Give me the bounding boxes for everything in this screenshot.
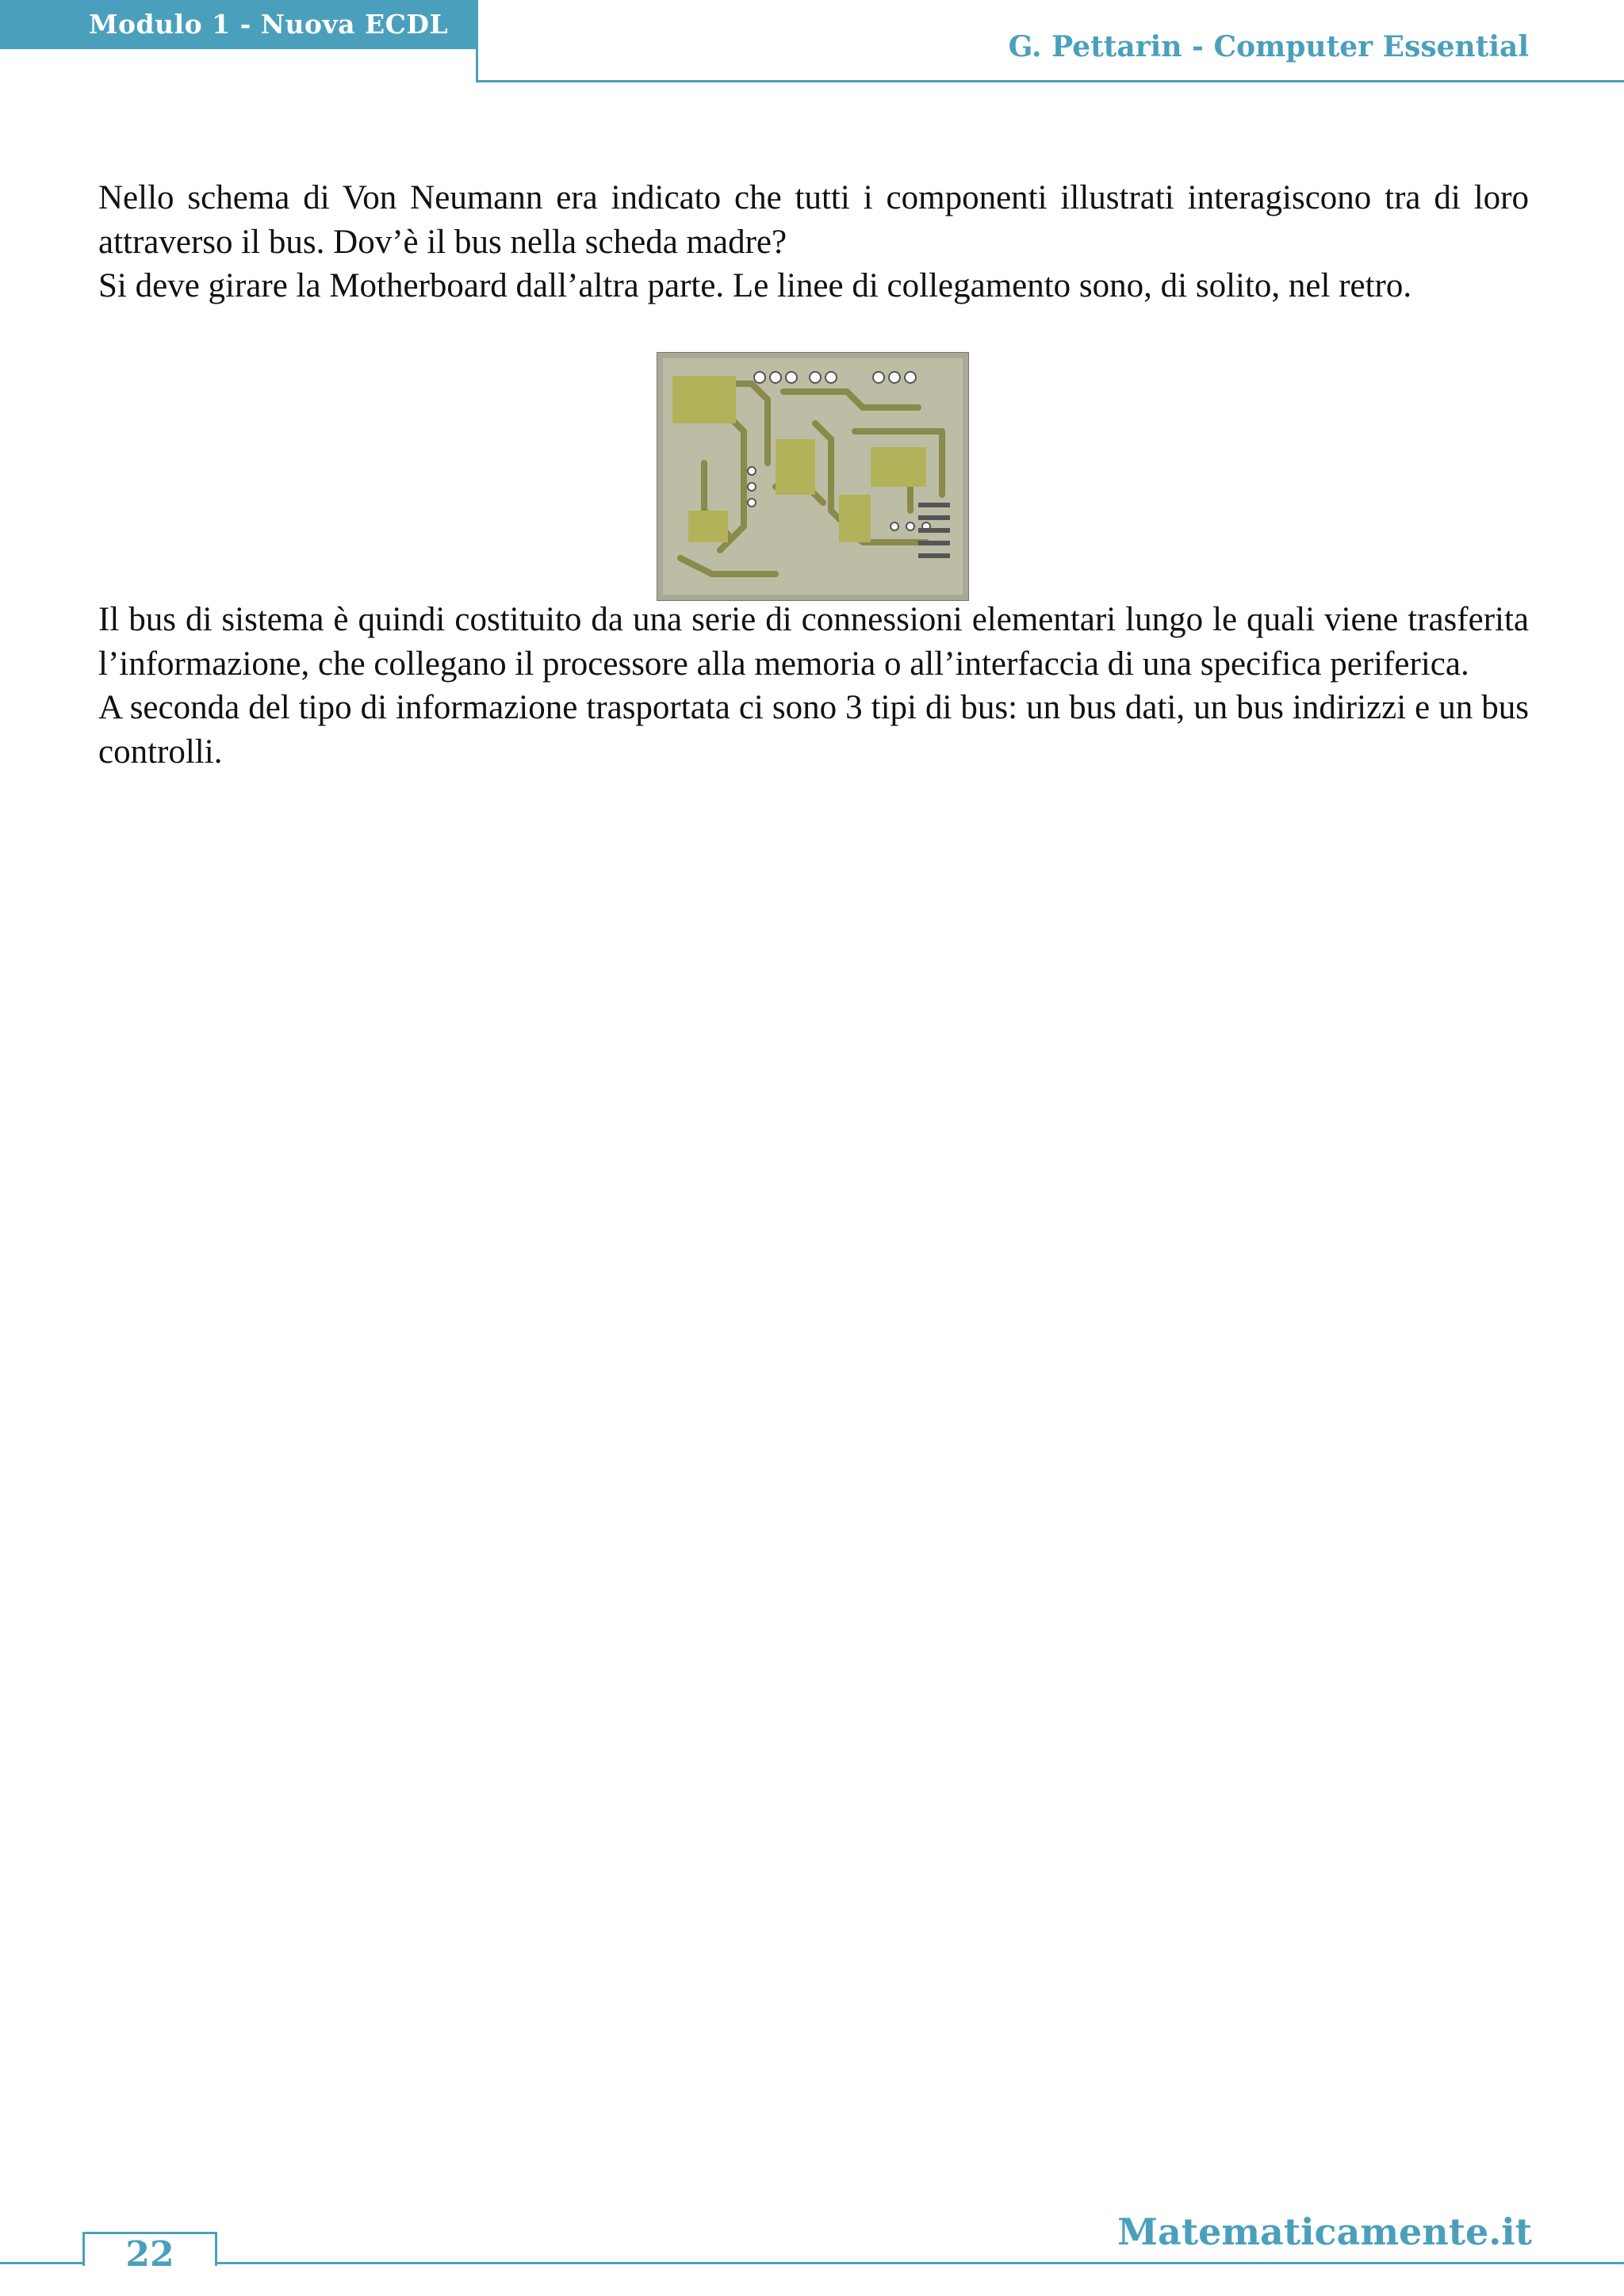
paragraph-von-neumann: Nello schema di Von Neumann era indicato che tutti i componenti illustrati interagiscono tra di loro attraverso il bus. Dov’è il bus nella scheda madre? [98,179,1529,261]
footer-site: Matematicamente.it [1117,2210,1532,2253]
circuit-board-image [657,352,969,601]
footer-divider [0,2262,1624,2264]
paragraph-bus-di-sistema: Il bus di sistema è quindi costituito da una serie di connessioni elementari lungo le quali viene trasferita l’informazione, che collegano il processore alla memoria o all’interfaccia di una specifica periferica. [98,601,1529,683]
book-title: G. Pettarin - Computer Essential [1008,30,1529,63]
header-divider-horizontal [476,80,1624,82]
motherboard-back-photo [657,352,969,601]
body-bottom [98,598,1529,774]
header-divider-vertical [476,0,478,82]
paragraph-motherboard: Si deve girare la Motherboard dall’altra parte. Le linee di collegamento sono, di solito, nel retro. [98,267,1412,304]
body-top [98,176,1529,308]
page-number: 22 [125,2234,174,2275]
module-label: Modulo 1 - Nuova ECDL [0,0,476,49]
paragraph-tipi-di-bus: A seconda del tipo di informazione trasportata ci sono 3 tipi di bus: un bus dati, un bus indirizzi e un bus controlli. [98,689,1529,771]
